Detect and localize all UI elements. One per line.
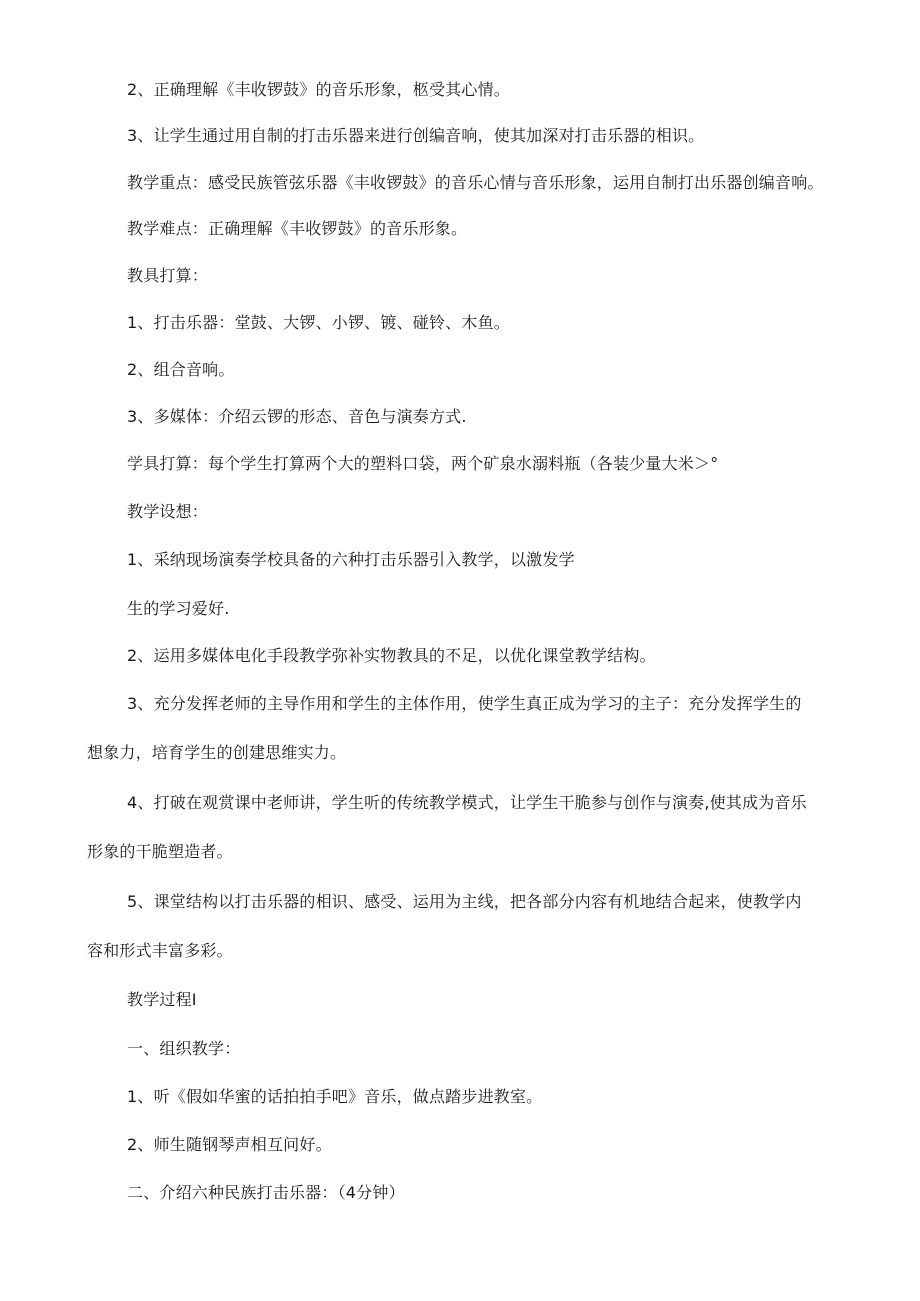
text-line: 一、组织教学：	[127, 1039, 241, 1058]
text-line: 2、师生随钢琴声相互问好。	[127, 1135, 332, 1154]
text-line: 教学难点：正确理解《丰收锣鼓》的音乐形象。	[127, 219, 468, 238]
text-line: 1、听《假如华蜜的话拍拍手吧》音乐，做点踏步进教室。	[127, 1087, 543, 1106]
text-line: 容和形式丰富多彩。	[87, 941, 233, 960]
text-line: 教学重点：感受民族管弦乐器《丰收锣鼓》的音乐心情与音乐形象，运用自制打出乐器创编音响。	[127, 173, 824, 192]
text-line: 教学过程I	[127, 990, 197, 1009]
text-line: 想象力，培育学生的创建思维实力。	[87, 743, 347, 762]
text-line: 2、组合音响。	[127, 360, 235, 379]
text-line: 3、充分发挥老师的主导作用和学生的主体作用，使学生真正成为学习的主子：充分发挥学生的	[127, 694, 802, 713]
text-line: 1、采纳现场演奏学校具备的六种打击乐器引入教学，以激发学	[127, 550, 575, 569]
text-line: 二、介绍六种民族打击乐器：（4分钟）	[127, 1183, 405, 1202]
text-line: 2、正确理解《丰收锣鼓》的音乐形象，柩受其心情。	[127, 80, 510, 99]
text-line: 5、课堂结构以打击乐器的相识、感受、运用为主线，把各部分内容有机地结合起来，使教学内	[127, 892, 802, 911]
text-line: 1、打击乐器：堂鼓、大锣、小锣、镀、碰铃、木鱼。	[127, 313, 510, 332]
text-line: 教学设想：	[127, 502, 209, 521]
text-line: 2、运用多媒体电化手段教学弥补实物教具的不足，以优化课堂教学结构。	[127, 646, 656, 665]
text-line: 3、多媒体：介绍云锣的形态、音色与演奏方式.	[127, 407, 467, 426]
text-line: 生的学习爱好.	[127, 599, 230, 618]
text-line: 学具打算：每个学生打算两个大的塑料口袋，两个矿泉水溺料瓶（各装少量大米＞°	[127, 454, 719, 473]
text-line: 教具打算：	[127, 266, 209, 285]
text-line: 形象的干脆塑造者。	[87, 842, 233, 861]
text-line: 4、打破在观赏课中老师讲，学生听的传统教学模式，让学生干脆参与创作与演奏,使其成为音乐	[127, 793, 807, 812]
text-line: 3、让学生通过用自制的打击乐器来进行创编音响，使其加深对打击乐器的相识。	[127, 126, 705, 145]
